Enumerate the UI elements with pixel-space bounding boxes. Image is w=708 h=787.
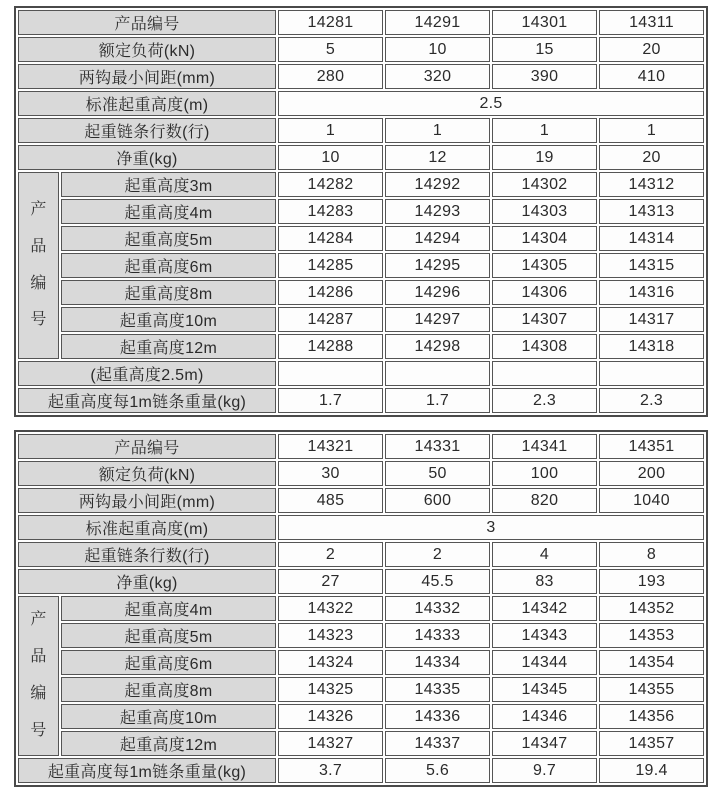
value-cell: 14322 xyxy=(278,596,383,621)
value-cell: 27 xyxy=(278,569,383,594)
value-cell: 14323 xyxy=(278,623,383,648)
spec-tables-container xyxy=(14,6,692,787)
value-cell: 14326 xyxy=(278,704,383,729)
value-cell: 14333 xyxy=(385,623,490,648)
value-cell: 15 xyxy=(492,37,597,62)
table-row xyxy=(18,172,704,197)
value-cell: 2.3 xyxy=(599,388,704,413)
value-cell: 390 xyxy=(492,64,597,89)
value-cell: 2.3 xyxy=(492,388,597,413)
value-cell: 2 xyxy=(385,542,490,567)
value-cell: 14332 xyxy=(385,596,490,621)
value-cell xyxy=(492,361,597,386)
value-cell: 19 xyxy=(492,145,597,170)
value-cell: 14308 xyxy=(492,334,597,359)
value-cell: 5.6 xyxy=(385,758,490,783)
table-row xyxy=(18,542,704,567)
value-cell: 20 xyxy=(599,37,704,62)
value-cell: 14325 xyxy=(278,677,383,702)
value-cell: 320 xyxy=(385,64,490,89)
value-cell: 100 xyxy=(492,461,597,486)
value-cell: 410 xyxy=(599,64,704,89)
value-cell xyxy=(278,361,383,386)
value-cell: 1 xyxy=(492,118,597,143)
value-cell: 14311 xyxy=(599,10,704,35)
value-cell: 14347 xyxy=(492,731,597,756)
value-cell: 485 xyxy=(278,488,383,513)
value-cell: 12 xyxy=(385,145,490,170)
value-cell: 1 xyxy=(599,118,704,143)
value-cell: 14342 xyxy=(492,596,597,621)
vertical-product-code-label: 产品编号 xyxy=(30,611,47,739)
value-cell: 14282 xyxy=(278,172,383,197)
table-row xyxy=(18,307,704,332)
value-cell: 14335 xyxy=(385,677,490,702)
table-row xyxy=(18,596,704,621)
row-label-cell: 起重链条行数(行) xyxy=(18,542,276,567)
row-label-cell: 产品编号 xyxy=(18,434,276,459)
merged-value-cell: 2.5 xyxy=(278,91,704,116)
row-label-cell: 起重高度4m xyxy=(61,596,276,621)
value-cell: 14345 xyxy=(492,677,597,702)
value-cell: 1 xyxy=(385,118,490,143)
value-cell: 14298 xyxy=(385,334,490,359)
value-cell: 8 xyxy=(599,542,704,567)
row-label-cell: 额定负荷(kN) xyxy=(18,37,276,62)
row-label-cell: 起重高度12m xyxy=(61,334,276,359)
table-row xyxy=(18,64,704,89)
value-cell: 200 xyxy=(599,461,704,486)
value-cell: 14341 xyxy=(492,434,597,459)
value-cell: 14351 xyxy=(599,434,704,459)
value-cell: 14344 xyxy=(492,650,597,675)
table-row xyxy=(18,91,704,116)
table-row xyxy=(18,434,704,459)
value-cell: 14284 xyxy=(278,226,383,251)
value-cell: 14334 xyxy=(385,650,490,675)
row-label-cell: 净重(kg) xyxy=(18,569,276,594)
table-row xyxy=(18,10,704,35)
value-cell: 14307 xyxy=(492,307,597,332)
table-row xyxy=(18,37,704,62)
value-cell: 14336 xyxy=(385,704,490,729)
value-cell: 14297 xyxy=(385,307,490,332)
row-label-cell: 起重高度8m xyxy=(61,280,276,305)
value-cell: 14313 xyxy=(599,199,704,224)
table-row xyxy=(18,488,704,513)
table-row xyxy=(18,704,704,729)
value-cell: 14302 xyxy=(492,172,597,197)
spec-table-2 xyxy=(14,430,708,787)
table-row xyxy=(18,361,704,386)
row-label-cell: 产品编号 xyxy=(18,10,276,35)
row-label-cell: 额定负荷(kN) xyxy=(18,461,276,486)
value-cell: 19.4 xyxy=(599,758,704,783)
value-cell xyxy=(385,361,490,386)
value-cell: 9.7 xyxy=(492,758,597,783)
value-cell: 1.7 xyxy=(385,388,490,413)
row-label-cell: 起重高度5m xyxy=(61,226,276,251)
value-cell: 14317 xyxy=(599,307,704,332)
table-row xyxy=(18,758,704,783)
table-row xyxy=(18,334,704,359)
value-cell: 14294 xyxy=(385,226,490,251)
table-row xyxy=(18,515,704,540)
row-label-cell: 起重高度5m xyxy=(61,623,276,648)
value-cell: 4 xyxy=(492,542,597,567)
value-cell: 14287 xyxy=(278,307,383,332)
table-row xyxy=(18,569,704,594)
value-cell: 14327 xyxy=(278,731,383,756)
table-row xyxy=(18,650,704,675)
value-cell: 820 xyxy=(492,488,597,513)
value-cell: 14318 xyxy=(599,334,704,359)
row-label-cell: 标准起重高度(m) xyxy=(18,91,276,116)
value-cell: 14293 xyxy=(385,199,490,224)
value-cell: 3.7 xyxy=(278,758,383,783)
value-cell: 600 xyxy=(385,488,490,513)
row-label-cell: 两钩最小间距(mm) xyxy=(18,64,276,89)
row-label-cell: 起重高度每1m链条重量(kg) xyxy=(18,758,276,783)
value-cell: 14285 xyxy=(278,253,383,278)
table-row xyxy=(18,623,704,648)
table-row xyxy=(18,388,704,413)
row-label-cell: 净重(kg) xyxy=(18,145,276,170)
value-cell: 5 xyxy=(278,37,383,62)
value-cell: 2 xyxy=(278,542,383,567)
value-cell: 14296 xyxy=(385,280,490,305)
value-cell: 14354 xyxy=(599,650,704,675)
vertical-product-code-cell xyxy=(18,172,59,359)
value-cell: 280 xyxy=(278,64,383,89)
spec-table-1 xyxy=(14,6,708,417)
merged-value-cell: 3 xyxy=(278,515,704,540)
value-cell: 14286 xyxy=(278,280,383,305)
value-cell: 14356 xyxy=(599,704,704,729)
value-cell: 14283 xyxy=(278,199,383,224)
value-cell: 14315 xyxy=(599,253,704,278)
table-row xyxy=(18,253,704,278)
value-cell: 1040 xyxy=(599,488,704,513)
value-cell: 14312 xyxy=(599,172,704,197)
value-cell: 14355 xyxy=(599,677,704,702)
row-label-cell: 起重高度3m xyxy=(61,172,276,197)
value-cell: 10 xyxy=(385,37,490,62)
value-cell: 14331 xyxy=(385,434,490,459)
value-cell: 14303 xyxy=(492,199,597,224)
vertical-product-code-label: 产品编号 xyxy=(30,200,47,329)
table-row xyxy=(18,461,704,486)
value-cell: 14301 xyxy=(492,10,597,35)
value-cell: 14321 xyxy=(278,434,383,459)
value-cell xyxy=(599,361,704,386)
row-label-cell: 起重高度6m xyxy=(61,650,276,675)
value-cell: 14316 xyxy=(599,280,704,305)
row-label-cell: 起重高度12m xyxy=(61,731,276,756)
table-row xyxy=(18,226,704,251)
value-cell: 14353 xyxy=(599,623,704,648)
value-cell: 14292 xyxy=(385,172,490,197)
value-cell: 1 xyxy=(278,118,383,143)
table-row xyxy=(18,145,704,170)
value-cell: 193 xyxy=(599,569,704,594)
value-cell: 14346 xyxy=(492,704,597,729)
value-cell: 14295 xyxy=(385,253,490,278)
row-label-cell: 起重高度8m xyxy=(61,677,276,702)
value-cell: 10 xyxy=(278,145,383,170)
vertical-product-code-cell xyxy=(18,596,59,756)
row-label-cell: (起重高度2.5m) xyxy=(18,361,276,386)
table-row xyxy=(18,677,704,702)
value-cell: 14352 xyxy=(599,596,704,621)
value-cell: 14304 xyxy=(492,226,597,251)
table-row xyxy=(18,199,704,224)
row-label-cell: 起重高度10m xyxy=(61,307,276,332)
value-cell: 83 xyxy=(492,569,597,594)
table-row xyxy=(18,280,704,305)
row-label-cell: 起重高度4m xyxy=(61,199,276,224)
row-label-cell: 起重链条行数(行) xyxy=(18,118,276,143)
value-cell: 14288 xyxy=(278,334,383,359)
value-cell: 20 xyxy=(599,145,704,170)
value-cell: 50 xyxy=(385,461,490,486)
value-cell: 14314 xyxy=(599,226,704,251)
row-label-cell: 标准起重高度(m) xyxy=(18,515,276,540)
value-cell: 45.5 xyxy=(385,569,490,594)
value-cell: 14337 xyxy=(385,731,490,756)
value-cell: 14343 xyxy=(492,623,597,648)
value-cell: 14291 xyxy=(385,10,490,35)
value-cell: 14281 xyxy=(278,10,383,35)
row-label-cell: 起重高度每1m链条重量(kg) xyxy=(18,388,276,413)
value-cell: 14324 xyxy=(278,650,383,675)
value-cell: 14305 xyxy=(492,253,597,278)
row-label-cell: 起重高度6m xyxy=(61,253,276,278)
row-label-cell: 两钩最小间距(mm) xyxy=(18,488,276,513)
table-row xyxy=(18,731,704,756)
value-cell: 1.7 xyxy=(278,388,383,413)
table-row xyxy=(18,118,704,143)
value-cell: 14306 xyxy=(492,280,597,305)
row-label-cell: 起重高度10m xyxy=(61,704,276,729)
value-cell: 14357 xyxy=(599,731,704,756)
value-cell: 30 xyxy=(278,461,383,486)
